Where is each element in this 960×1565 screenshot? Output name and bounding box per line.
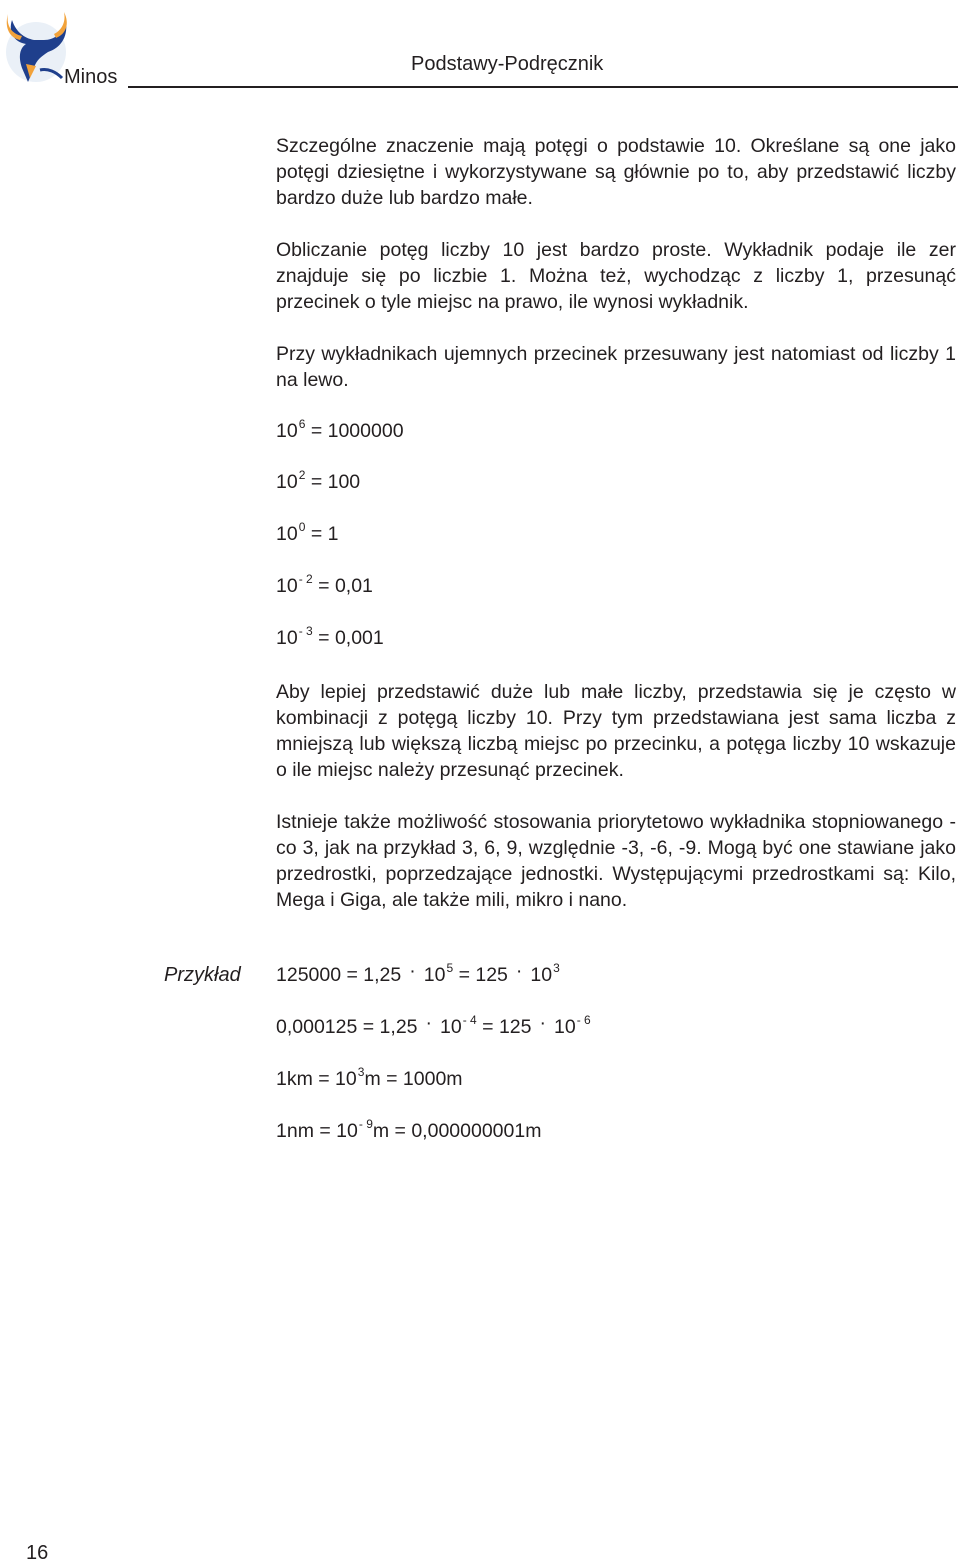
eq-part: 125000 = 1,25 (276, 964, 402, 986)
eq-part: 10 (530, 964, 553, 986)
power-equation (276, 520, 339, 546)
power-equation (276, 468, 361, 494)
eq-part: 1km = 10 (276, 1068, 357, 1090)
power-equation (276, 624, 384, 650)
page-header-title: Podstawy-Podręcznik (411, 53, 604, 75)
paragraph-intro: Szczególne znaczenie mają potęgi o podstawie 10. Określane są one jako potęgi dziesiętne i wykorzystywane są głównie po to, aby przedstawić liczby bardzo duże lub bardzo małe. (276, 135, 956, 209)
eq-part: 10 (554, 1016, 576, 1038)
eq-exponent: - 9 (358, 1117, 373, 1131)
power-result: = 100 (310, 471, 361, 493)
eq-exponent: 5 (446, 961, 454, 975)
eq-part: m = 1000m (364, 1068, 463, 1090)
power-base: 10 (276, 627, 298, 649)
paragraph-prefixes: Istnieje także możliwość stosowania priorytetowo wykładnika stopniowanego - co 3, jak na przykład 3, 6, 9, względnie -3, -6, -9. Mogą być one stawiane jako przedrostki, poprzedzające jednostki. Występującymi przedrostkami są: Kilo, Mega i Giga, ale także mili, mikro i nano. (276, 811, 956, 911)
eq-exponent: 3 (357, 1065, 365, 1079)
power-base: 10 (276, 523, 298, 545)
eq-part: m = 0,000000001m (372, 1120, 542, 1142)
power-result: = 0,01 (318, 575, 373, 597)
example-equation-1 (276, 960, 560, 987)
power-result: = 0,001 (318, 627, 384, 649)
power-equation (276, 572, 373, 598)
power-exponent: 2 (298, 468, 306, 482)
example-label: Przykład (164, 964, 241, 986)
power-result: = 1000000 (310, 420, 404, 442)
eq-exponent: 3 (553, 961, 560, 975)
eq-exponent: - 6 (576, 1013, 591, 1027)
power-exponent: - 2 (298, 572, 313, 586)
example-equation-4 (276, 1117, 542, 1143)
power-result: = 1 (310, 523, 339, 545)
eq-part: 0,000125 = 1,25 (276, 1016, 418, 1038)
header-rule (128, 86, 958, 88)
eq-part: = 125 (458, 964, 508, 986)
eq-exponent: - 4 (462, 1013, 477, 1027)
paragraph-scientific-notation: Aby lepiej przedstawić duże lub małe liczby, przedstawia się je często w kombinacji z potęgą liczby 10. Przy tym przedstawiana jest sama liczba z mniejszą lub większą liczbą miejsc po przecinku, a potęga liczby 10 wskazuje o ile miejsc należy przesunąć przecinek. (276, 681, 956, 781)
power-base: 10 (276, 575, 298, 597)
power-base: 10 (276, 420, 298, 442)
eq-part: 10 (423, 964, 446, 986)
multiply-dot: · (539, 1012, 546, 1034)
example-equation-3 (276, 1065, 463, 1091)
power-exponent: 6 (298, 417, 306, 431)
paragraph-positive-exponents: Obliczanie potęg liczby 10 jest bardzo proste. Wykładnik podaje ile zer znajduje się po liczbie 1. Można też, wychodząc z liczby 1, przesunąć przecinek o tyle miejsc na prawo, ile wynosi wykładnik. (276, 239, 956, 313)
power-base: 10 (276, 471, 298, 493)
multiply-dot: · (515, 960, 523, 982)
power-equation (276, 417, 404, 443)
page-number: 16 (26, 1542, 49, 1564)
brand-name: Minos (64, 66, 118, 88)
multiply-dot: · (409, 960, 416, 982)
eq-part: = 125 (482, 1016, 532, 1038)
power-exponent: 0 (298, 520, 306, 534)
power-exponent: - 3 (298, 624, 313, 638)
paragraph-negative-exponents: Przy wykładnikach ujemnych przecinek przesuwany jest natomiast od liczby 1 na lewo. (276, 343, 956, 391)
eq-part: 10 (440, 1016, 462, 1038)
multiply-dot: · (425, 1012, 433, 1034)
eq-part: 1nm = 10 (276, 1120, 358, 1142)
example-equation-2 (276, 1012, 591, 1039)
